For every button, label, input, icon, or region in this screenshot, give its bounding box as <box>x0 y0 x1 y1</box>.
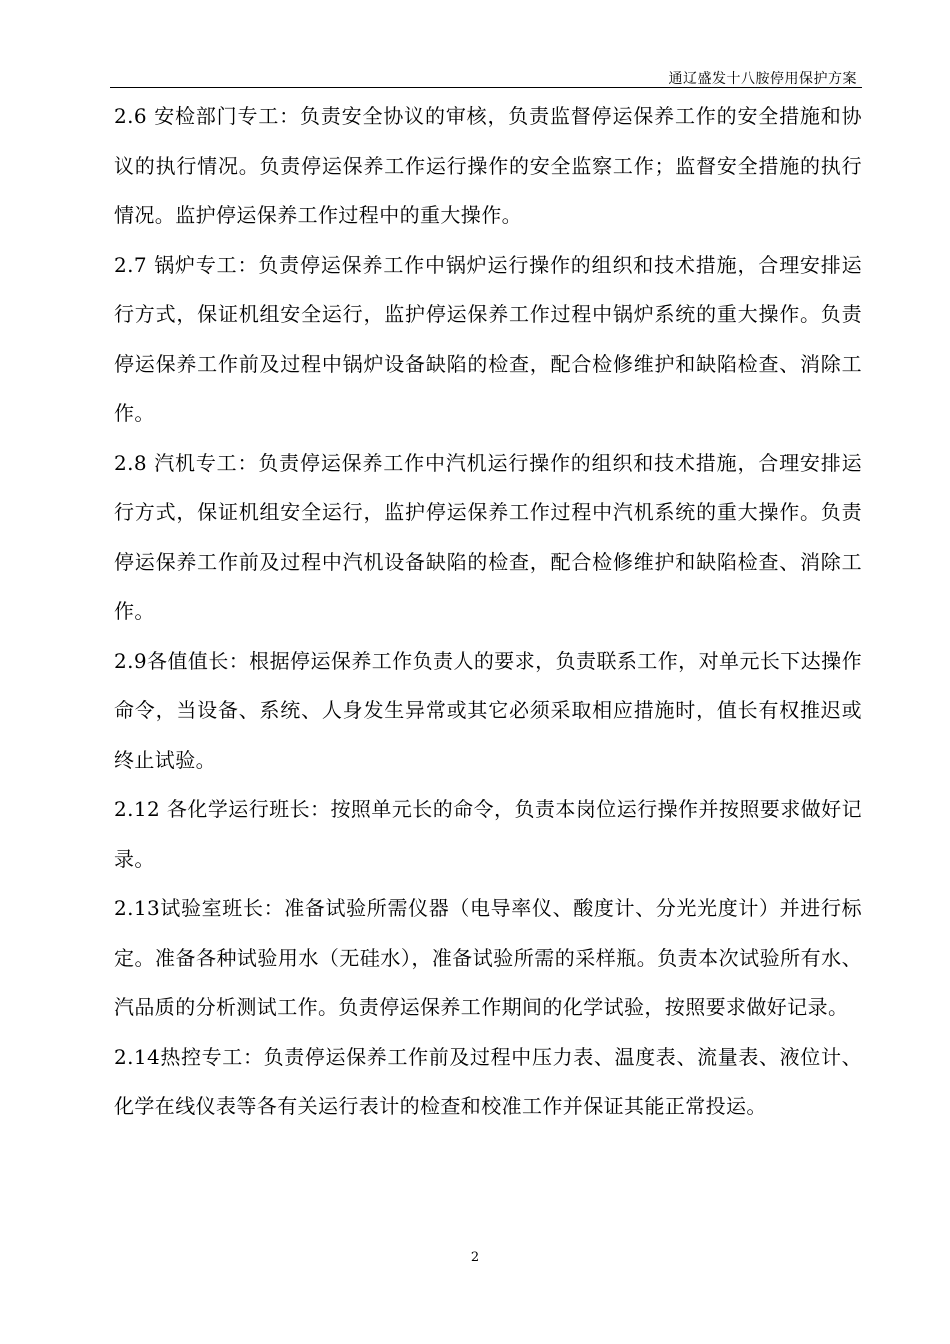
running-header: 通辽盛发十八胺停用保护方案 <box>668 71 857 87</box>
document-body <box>114 92 862 1132</box>
paragraph-2-12: 2.12 各化学运行班长：按照单元长的命令，负责本岗位运行操作并按照要求做好记录。 <box>114 797 862 871</box>
paragraph-2-6: 2.6 安检部门专工：负责安全协议的审核，负责监督停运保养工作的安全措施和协议的执行情况。负责停运保养工作运行操作的安全监察工作；监督安全措施的执行情况。监护停运保养工作过程中的重大操作。 <box>114 104 862 227</box>
paragraph-2-14: 2.14热控专工：负责停运保养工作前及过程中压力表、温度表、流量表、液位计、化学在线仪表等各有关运行表计的检查和校准工作并保证其能正常投运。 <box>114 1044 862 1118</box>
paragraph-2-8: 2.8 汽机专工：负责停运保养工作中汽机运行操作的组织和技术措施，合理安排运行方式，保证机组安全运行，监护停运保养工作过程中汽机系统的重大操作。负责停运保养工作前及过程中汽机设备缺陷的检查，配合检修维护和缺陷检查、消除工作。 <box>114 450 862 623</box>
paragraph-2-9: 2.9各值值长：根据停运保养工作负责人的要求，负责联系工作，对单元长下达操作命令，当设备、系统、人身发生异常或其它必须采取相应措施时，值长有权推迟或终止试验。 <box>114 648 862 772</box>
paragraph-2-13: 2.13试验室班长：准备试验所需仪器（电导率仪、酸度计、分光光度计）并进行标定。准备各种试验用水（无硅水），准备试验所需的采样瓶。负责本次试验所有水、汽品质的分析测试工作。负责停运保养工作期间的化学试验，按照要求做好记录。 <box>114 896 862 1019</box>
page-number: 2 <box>470 1250 480 1265</box>
paragraph-2-7: 2.7 锅炉专工：负责停运保养工作中锅炉运行操作的组织和技术措施，合理安排运行方式，保证机组安全运行，监护停运保养工作过程中锅炉系统的重大操作。负责停运保养工作前及过程中锅炉设备缺陷的检查，配合检修维护和缺陷检查、消除工作。 <box>114 252 862 425</box>
header-rule <box>110 87 862 88</box>
